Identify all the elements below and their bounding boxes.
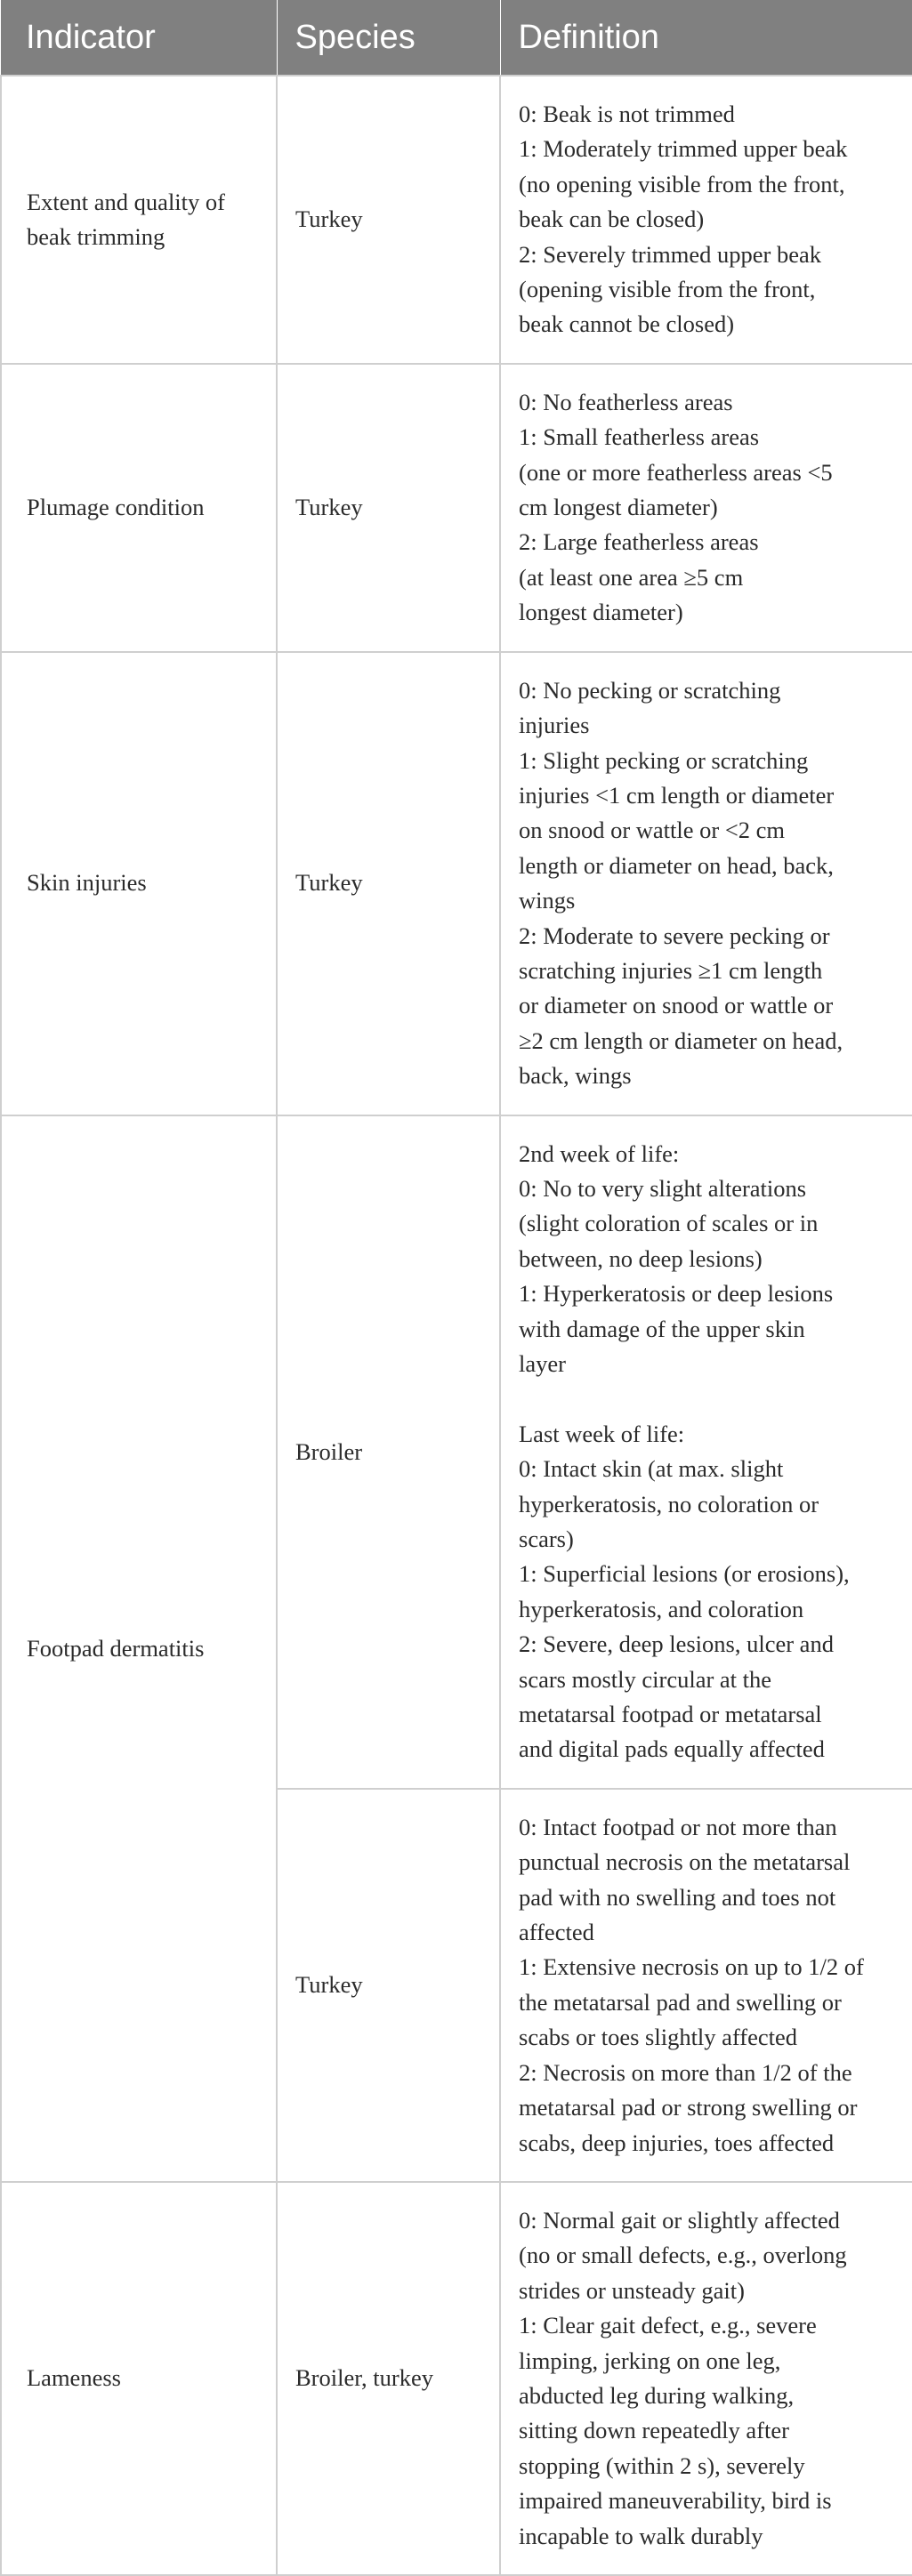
- definition-line: 1: Moderately trimmed upper beak: [519, 135, 848, 163]
- definition-line: hyperkeratosis, no coloration or: [519, 1490, 819, 1517]
- definition-line: between, no deep lesions): [519, 1244, 763, 1272]
- indicator-cell: Lameness: [1, 2182, 277, 2575]
- indicator-cell: Plumage condition: [1, 364, 277, 652]
- table-row-plumage-condition: [1, 364, 912, 652]
- definition-line: sitting down repeatedly after: [519, 2417, 789, 2444]
- definition-line: 1: Hyperkeratosis or deep lesions: [519, 1280, 834, 1308]
- definition-line: limping, jerking on one leg,: [519, 2347, 781, 2374]
- definition-line: 0: No pecking or scratching: [519, 676, 781, 704]
- definition-line: ≥2 cm length or diameter on head,: [519, 1026, 843, 1054]
- definition-line: incapable to walk durably: [519, 2522, 763, 2549]
- definition-cell: [500, 2182, 912, 2575]
- definition-line: strides or unsteady gait): [519, 2276, 745, 2304]
- definition-line: 2: Moderate to severe pecking or: [519, 922, 830, 949]
- definition-line: hyperkeratosis, and coloration: [519, 1595, 804, 1622]
- header-species: Species: [277, 0, 500, 76]
- definition-line: 2: Large featherless areas: [519, 528, 759, 556]
- definition-line: back, wings: [519, 1062, 632, 1090]
- definition-line: (one or more featherless areas <5: [519, 458, 833, 486]
- definition-line: cm longest diameter): [519, 494, 718, 521]
- definition-line: injuries <1 cm length or diameter: [519, 781, 835, 809]
- definition-line: 1: Small featherless areas: [519, 423, 760, 451]
- header-indicator: Indicator: [1, 0, 277, 76]
- definition-line: punctual necrosis on the metatarsal: [519, 1848, 851, 1876]
- definition-cell: [500, 1789, 912, 2182]
- definition-line: or diameter on snood or wattle or: [519, 992, 834, 1019]
- definition-line: scars): [519, 1525, 574, 1553]
- definition-line: on snood or wattle or <2 cm: [519, 817, 786, 844]
- definition-line: metatarsal footpad or metatarsal: [519, 1701, 822, 1728]
- table-row-footpad-broiler: [1, 1115, 912, 1789]
- definition-line: 1: Extensive necrosis on up to 1/2 of: [519, 1953, 864, 1981]
- definition-cell: [500, 652, 912, 1115]
- species-cell: Turkey: [277, 364, 500, 652]
- definition-line: scars mostly circular at the: [519, 1665, 772, 1693]
- indicator-cell: Footpad dermatitis: [1, 1115, 277, 2182]
- definition-line: beak can be closed): [519, 205, 705, 233]
- definition-line: 0: Beak is not trimmed: [519, 101, 735, 127]
- definition-line: layer: [519, 1350, 566, 1377]
- definition-line: 2: Severely trimmed upper beak: [519, 240, 821, 268]
- definition-line: impaired maneuverability, bird is: [519, 2487, 832, 2515]
- definition-line: beak cannot be closed): [519, 310, 735, 338]
- definition-line: pad with no swelling and toes not: [519, 1883, 836, 1911]
- definition-cell: [500, 1115, 912, 1789]
- definition-cell: [500, 76, 912, 364]
- definition-line: longest diameter): [519, 599, 683, 626]
- header-definition: Definition: [500, 0, 912, 76]
- definition-line: the metatarsal pad and swelling or: [519, 1988, 842, 2016]
- definition-line: wings: [519, 887, 576, 914]
- species-cell: Turkey: [277, 76, 500, 364]
- definition-line: (opening visible from the front,: [519, 276, 816, 303]
- definition-line: 0: Intact skin (at max. slight: [519, 1455, 784, 1483]
- definition-line: stopping (within 2 s), severely: [519, 2451, 805, 2479]
- definition-line: abducted leg during walking,: [519, 2381, 795, 2409]
- definition-line: 2nd week of life:: [519, 1139, 680, 1167]
- definition-line: 1: Slight pecking or scratching: [519, 746, 809, 774]
- table-row-lameness: [1, 2182, 912, 2575]
- definition-cell: [500, 364, 912, 652]
- table-row-beak-trimming: [1, 76, 912, 364]
- definition-line: 0: No featherless areas: [519, 388, 733, 415]
- table-header-row: [1, 0, 912, 76]
- definition-line: affected: [519, 1919, 594, 1946]
- definition-line: injuries: [519, 712, 590, 739]
- definition-line: 0: No to very slight alterations: [519, 1174, 807, 1202]
- definition-line: scratching injuries ≥1 cm length: [519, 956, 823, 984]
- definition-line: 2: Necrosis on more than 1/2 of the: [519, 2058, 852, 2086]
- definition-line: and digital pads equally affected: [519, 1735, 825, 1763]
- definition-line: metatarsal pad or strong swelling or: [519, 2094, 858, 2121]
- definition-line: 1: Superficial lesions (or erosions),: [519, 1560, 850, 1588]
- definition-spacer: [519, 1381, 903, 1416]
- indicator-cell: Extent and quality of beak trimming: [1, 76, 277, 364]
- definition-line: 2: Severe, deep lesions, ulcer and: [519, 1630, 834, 1658]
- definition-line: 0: Normal gait or slightly affected: [519, 2206, 840, 2234]
- species-cell: Broiler, turkey: [277, 2182, 500, 2575]
- definition-line: (no opening visible from the front,: [519, 170, 845, 197]
- species-cell: Turkey: [277, 1789, 500, 2182]
- definition-line: 1: Clear gait defect, e.g., severe: [519, 2312, 817, 2339]
- species-cell: Turkey: [277, 652, 500, 1115]
- definition-line: (slight coloration of scales or in: [519, 1210, 819, 1237]
- definition-line: scabs or toes slightly affected: [519, 2024, 798, 2051]
- table-row-skin-injuries: [1, 652, 912, 1115]
- definition-line: (at least one area ≥5 cm: [519, 563, 744, 591]
- species-cell: Broiler: [277, 1115, 500, 1789]
- indicator-cell: Skin injuries: [1, 652, 277, 1115]
- definition-line: scabs, deep injuries, toes affected: [519, 2129, 835, 2156]
- definition-line: 0: Intact footpad or not more than: [519, 1813, 837, 1840]
- definition-line: length or diameter on head, back,: [519, 851, 834, 879]
- definition-line: with damage of the upper skin: [519, 1315, 805, 1342]
- definition-line: (no or small defects, e.g., overlong: [519, 2242, 847, 2269]
- definition-line: Last week of life:: [519, 1420, 685, 1447]
